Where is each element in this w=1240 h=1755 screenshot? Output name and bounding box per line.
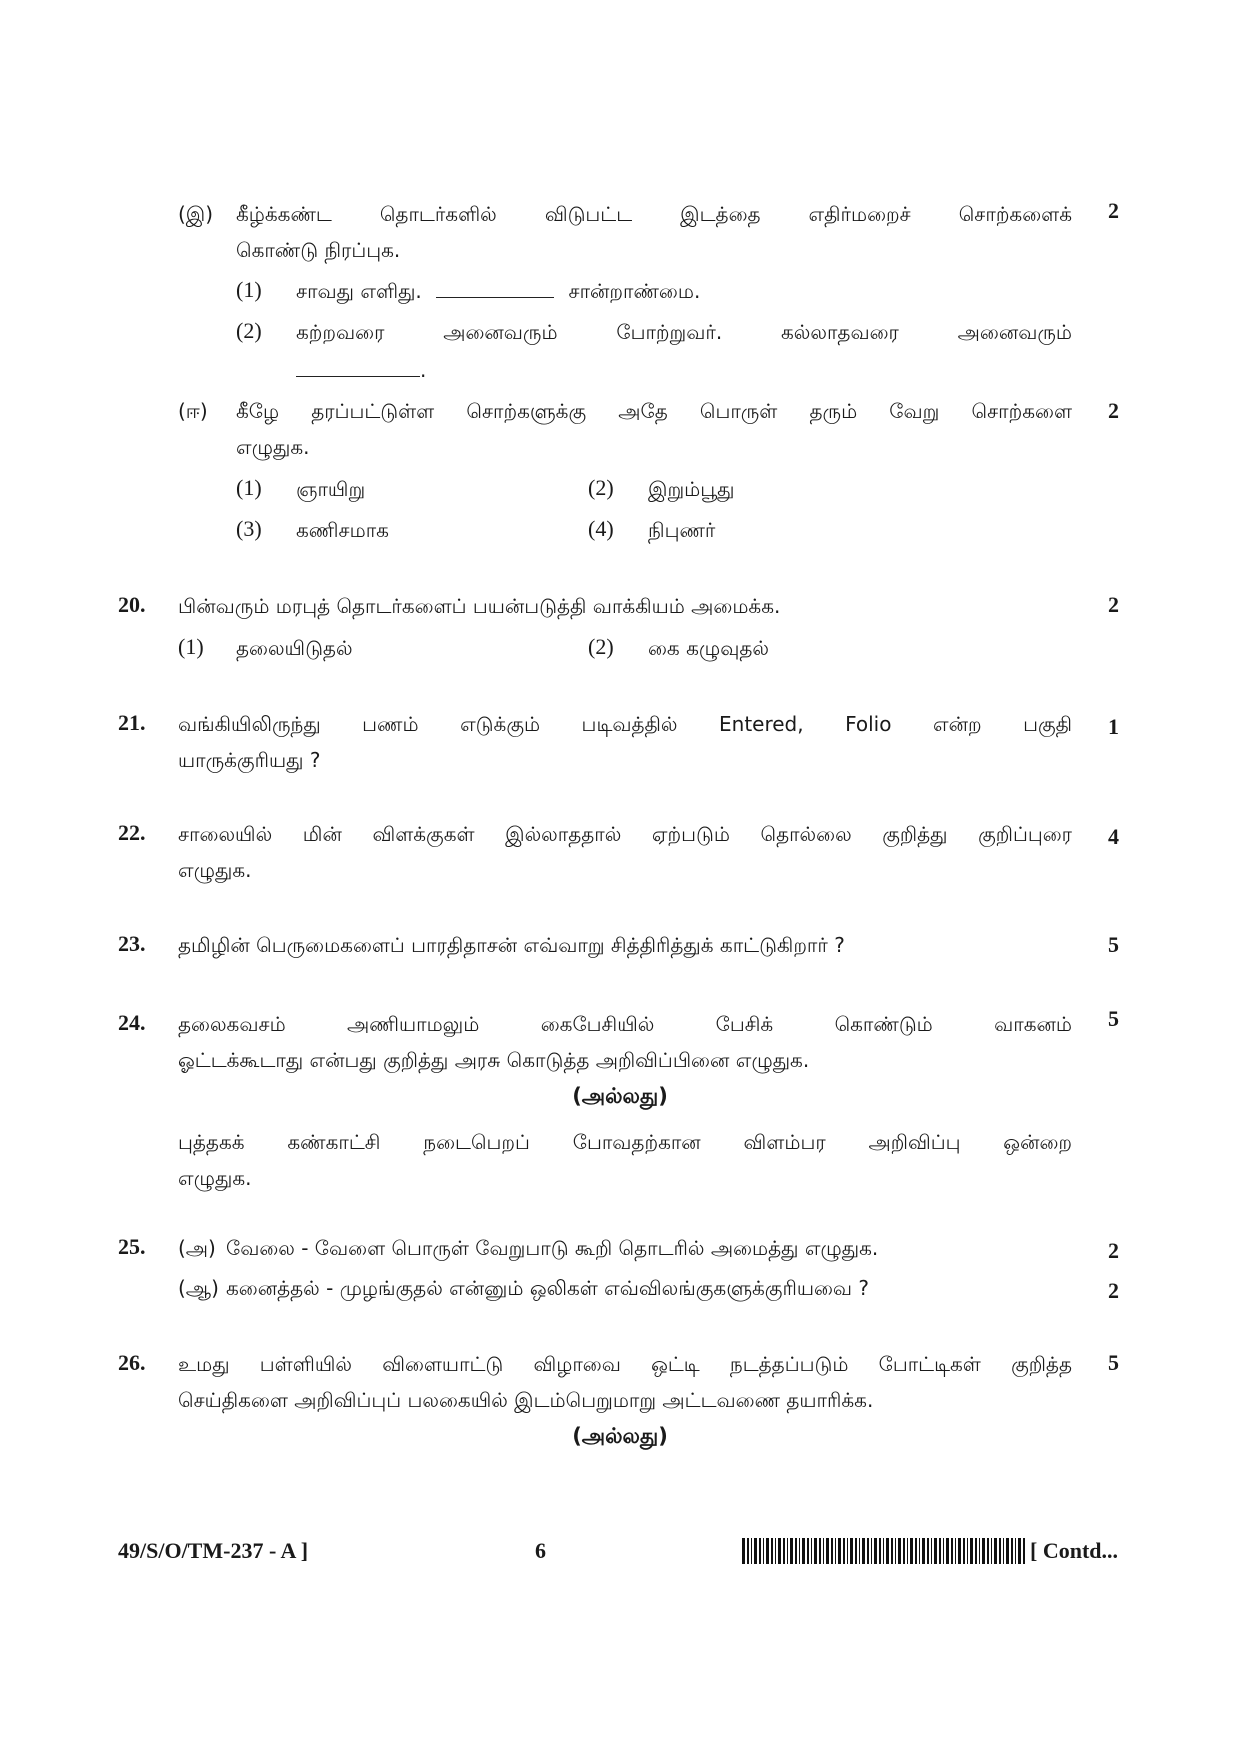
q19-ii-opt3: கணிசமாக [296,518,389,542]
q26-number: 26. [118,1350,146,1375]
q22-line1: சாலையில் மின் விளக்குகள் இல்லாததால் ஏற்படும் தொல்லை குறித்து குறிப்புரை [178,822,1072,846]
q24-number: 24. [118,1010,146,1035]
q19-ii-opt2-num: (2) [588,475,614,500]
q25-b-marks: 2 [1108,1278,1119,1303]
q20-text: பின்வரும் மரபுத் தொடர்களைப் பயன்படுத்தி வாக்கியம் அமைக்க. [178,594,781,618]
q26-line2: செய்திகளை அறிவிப்புப் பலகையில் இடம்பெறுமாறு அட்டவணை தயாரிக்க. [178,1388,874,1412]
q20-number: 20. [118,592,146,617]
q19-i-label: (இ) [178,202,214,226]
q19-ii-opt4-num: (4) [588,516,614,541]
q24-alt-line2: எழுதுக. [178,1166,252,1190]
q23-marks: 5 [1108,932,1119,957]
q19-ii-opt1-num: (1) [236,475,262,500]
q19-ii-line2: எழுதுக. [236,435,310,459]
q19-i-item2-line1: கற்றவரை அனைவரும் போற்றுவர். கல்லாதவரை அனைவரும் [296,320,1072,344]
contd-label: [ Contd... [1030,1538,1119,1563]
q23-text: தமிழின் பெருமைகளைப் பாரதிதாசன் எவ்வாறு சித்திரித்துக் காட்டுகிறார் ? [178,933,845,957]
q21-line1: வங்கியிலிருந்து பணம் எடுக்கும் படிவத்தில் Entered, Folio என்ற பகுதி [178,712,1072,736]
q19-i-line1: கீழ்க்கண்ட தொடர்களில் விடுபட்ட இடத்தை எதிர்மறைச் சொற்களைக் [236,202,1072,226]
q22-number: 22. [118,820,146,845]
paper-code: 49/S/O/TM-237 - A ] [118,1538,309,1563]
q19-i-marks: 2 [1108,198,1119,223]
q21-marks: 1 [1108,714,1119,739]
q20-marks: 2 [1108,592,1119,617]
q24-marks: 5 [1108,1006,1119,1031]
q25-a-text: வேலை - வேளை பொருள் வேறுபாடு கூறி தொடரில் அமைத்து எழுதுக. [226,1236,879,1260]
q26-line1: உமது பள்ளியில் விளையாட்டு விழாவை ஒட்டி நடத்தப்படும் போட்டிகள் குறித்த [178,1352,1072,1376]
q19-i-line2: கொண்டு நிரப்புக. [236,238,401,262]
q20-opt2: கை கழுவுதல் [648,636,770,660]
q26-or-label: (அல்லது) [572,1424,668,1448]
q19-ii-opt3-num: (3) [236,516,262,541]
barcode-image [742,1538,1028,1564]
q25-b-label: (ஆ) [178,1276,219,1300]
q21-number: 21. [118,710,146,735]
q19-ii-opt2: இறும்பூது [648,477,735,501]
fill-blank-2 [296,376,420,377]
q20-opt1-num: (1) [178,634,204,659]
q19-i-item1 [296,273,1076,309]
q19-ii-line1: கீழே தரப்பட்டுள்ள சொற்களுக்கு அதே பொருள் தரும் வேறு சொற்களை [236,399,1072,423]
q19-i-item1-after: சான்றாண்மை. [568,279,701,303]
q19-ii-opt4: நிபுணர் [648,518,716,542]
q25-b-text: கனைத்தல் - முழங்குதல் என்னும் ஒலிகள் எவ்விலங்குகளுக்குரியவை ? [226,1276,870,1300]
q23-number: 23. [118,931,146,956]
q19-i-item2-line2: . [420,358,427,382]
q26-marks: 5 [1108,1350,1119,1375]
page-number: 6 [535,1538,546,1563]
q24-or-label: (அல்லது) [572,1084,668,1108]
q22-line2: எழுதுக. [178,858,252,882]
q25-a-label: (அ) [178,1236,216,1260]
q24-alt-line1: புத்தகக் கண்காட்சி நடைபெறப் போவதற்கான விளம்பர அறிவிப்பு ஒன்றை [178,1130,1072,1154]
q19-ii-label: (ஈ) [178,399,208,423]
q19-i-item1-before: சாவது எளிது. [296,279,422,303]
q25-a-marks: 2 [1108,1238,1119,1263]
q24-line1: தலைகவசம் அணியாமலும் கைபேசியில் பேசிக் கொண்டும் வாகனம் [178,1012,1072,1036]
q25-number: 25. [118,1234,146,1259]
q19-i-item2-num: (2) [236,318,262,343]
fill-blank-1 [436,297,554,298]
q19-i-item1-num: (1) [236,277,262,302]
q19-ii-opt1: ஞாயிறு [296,477,366,501]
q22-marks: 4 [1108,824,1119,849]
q19-i-item2-line2-wrap [296,352,1072,388]
q20-opt1: தலையிடுதல் [236,636,353,660]
q20-opt2-num: (2) [588,634,614,659]
q24-line2: ஓட்டக்கூடாது என்பது குறித்து அரசு கொடுத்த அறிவிப்பினை எழுதுக. [178,1048,810,1072]
q19-ii-marks: 2 [1108,398,1119,423]
q21-line2: யாருக்குரியது ? [178,748,321,772]
